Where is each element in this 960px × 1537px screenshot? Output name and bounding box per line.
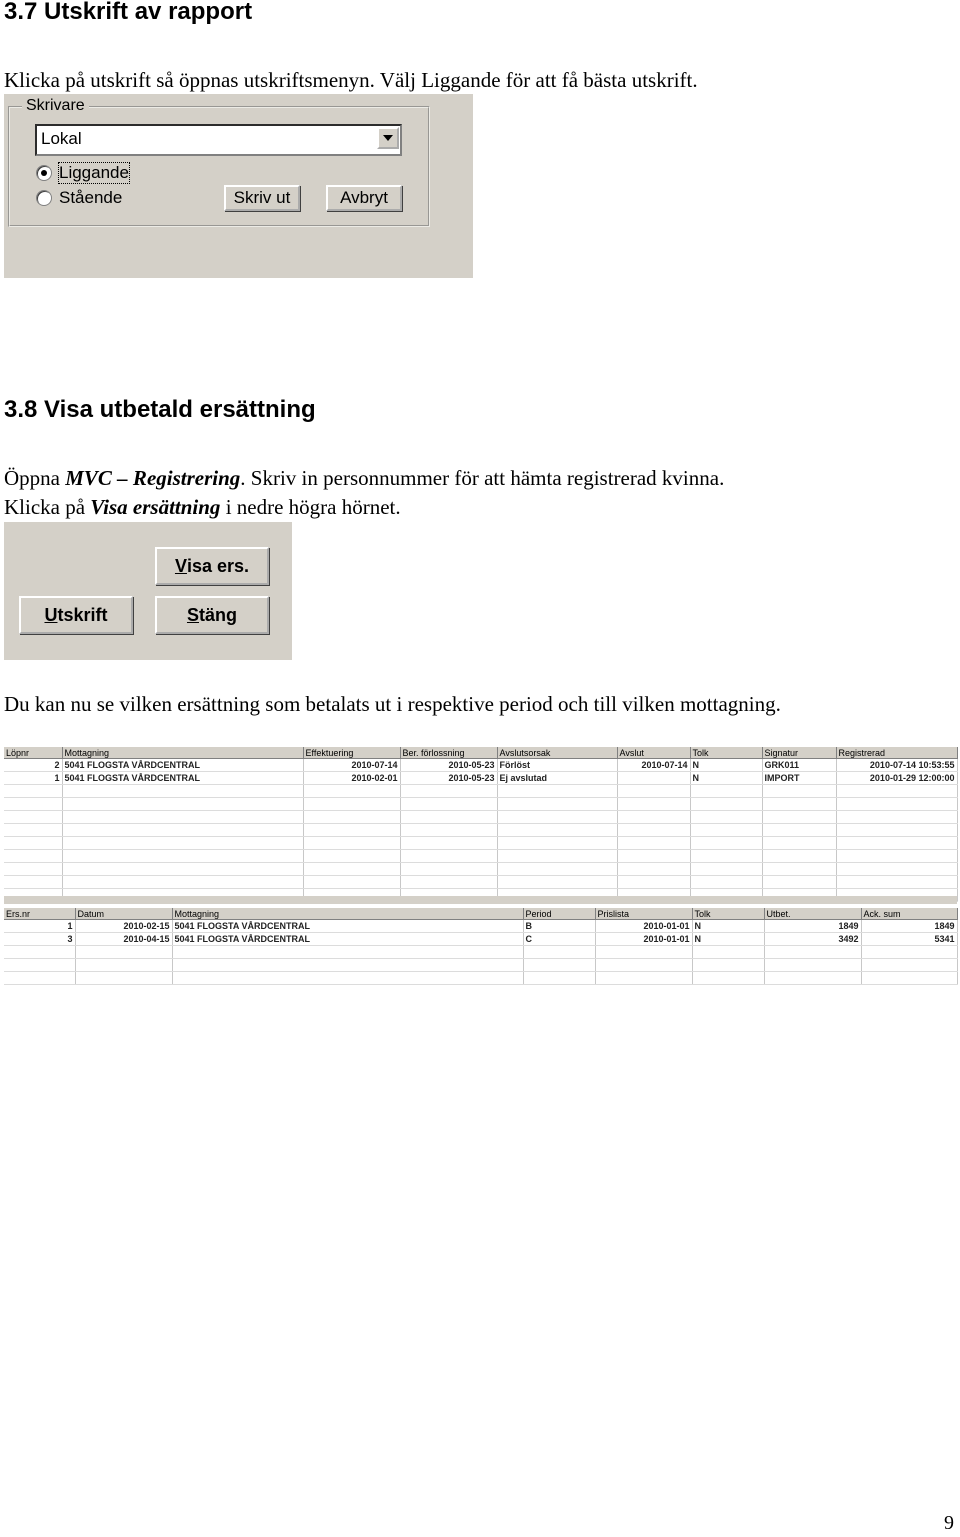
payment-table: [4, 908, 958, 985]
column-header[interactable]: Ers.nr: [4, 908, 75, 920]
empty-cell: [762, 850, 836, 863]
empty-cell: [303, 837, 400, 850]
empty-cell: [497, 850, 617, 863]
empty-cell: [4, 850, 62, 863]
page-number: 9: [944, 1512, 954, 1534]
empty-cell: [400, 824, 497, 837]
empty-cell: [62, 798, 303, 811]
column-header[interactable]: Effektuering: [303, 747, 400, 759]
empty-cell: [400, 785, 497, 798]
empty-cell: [172, 972, 523, 985]
radio-portrait[interactable]: [36, 188, 122, 208]
text: Klicka på: [4, 495, 91, 519]
empty-cell: [400, 811, 497, 824]
empty-cell: [62, 863, 303, 876]
label: täng: [199, 604, 237, 625]
table-row[interactable]: [4, 759, 957, 772]
column-header[interactable]: Utbet.: [764, 908, 861, 920]
empty-cell: [617, 798, 690, 811]
empty-cell: [762, 798, 836, 811]
column-header[interactable]: Avslutsorsak: [497, 747, 617, 759]
splitter[interactable]: [4, 896, 957, 904]
empty-cell: [690, 811, 762, 824]
column-header[interactable]: Ack. sum: [861, 908, 957, 920]
radio-selected-icon[interactable]: [36, 165, 52, 181]
table-cell: 2010-04-15: [75, 933, 172, 946]
empty-row: [4, 863, 957, 876]
empty-cell: [400, 798, 497, 811]
text: i nedre högra hörnet.: [220, 495, 401, 519]
chevron-down-icon[interactable]: [377, 127, 399, 149]
empty-row: [4, 876, 957, 889]
empty-cell: [523, 972, 595, 985]
empty-cell: [4, 798, 62, 811]
empty-cell: [836, 811, 957, 824]
mnemonic: S: [186, 604, 199, 625]
column-header[interactable]: Mottagning: [62, 747, 303, 759]
column-header[interactable]: Löpnr: [4, 747, 62, 759]
empty-cell: [303, 876, 400, 889]
registration-grid: [4, 747, 957, 902]
empty-cell: [690, 785, 762, 798]
table-row[interactable]: [4, 920, 957, 933]
empty-cell: [692, 946, 764, 959]
empty-cell: [400, 863, 497, 876]
table-cell: C: [523, 933, 595, 946]
close-button[interactable]: [155, 596, 269, 634]
empty-row: [4, 811, 957, 824]
empty-cell: [4, 946, 75, 959]
empty-cell: [62, 837, 303, 850]
empty-cell: [4, 959, 75, 972]
table-cell: 5041 FLOGSTA VÅRDCENTRAL: [172, 933, 523, 946]
empty-cell: [690, 824, 762, 837]
cancel-button[interactable]: Avbryt: [326, 185, 402, 211]
registration-table: [4, 747, 958, 902]
print-button[interactable]: Skriv ut: [224, 185, 300, 211]
payment-grid: [4, 908, 957, 985]
table-cell: 2010-01-29 12:00:00: [836, 772, 957, 785]
empty-cell: [617, 837, 690, 850]
empty-cell: [4, 863, 62, 876]
buttons-panel: [4, 522, 292, 660]
empty-cell: [75, 959, 172, 972]
empty-cell: [861, 959, 957, 972]
radio-landscape[interactable]: [36, 163, 129, 183]
column-header[interactable]: Registrerad: [836, 747, 957, 759]
empty-cell: [303, 824, 400, 837]
table-cell: 2: [4, 759, 62, 772]
empty-cell: [617, 811, 690, 824]
empty-cell: [762, 785, 836, 798]
printer-select[interactable]: [35, 124, 402, 156]
empty-cell: [690, 798, 762, 811]
instruction-line-2: [4, 493, 401, 522]
empty-cell: [4, 972, 75, 985]
empty-cell: [303, 811, 400, 824]
empty-cell: [595, 946, 692, 959]
empty-cell: [836, 824, 957, 837]
column-header[interactable]: Tolk: [690, 747, 762, 759]
show-compensation-button[interactable]: [155, 547, 269, 585]
menu-path: MVC – Registrering: [65, 466, 241, 490]
empty-cell: [690, 850, 762, 863]
empty-cell: [303, 798, 400, 811]
empty-cell: [62, 876, 303, 889]
empty-cell: [497, 785, 617, 798]
radio-landscape-label: Liggande: [59, 163, 129, 182]
empty-cell: [75, 946, 172, 959]
table-cell: [617, 772, 690, 785]
empty-cell: [861, 946, 957, 959]
column-header[interactable]: Mottagning: [172, 908, 523, 920]
table-cell: 5041 FLOGSTA VÅRDCENTRAL: [62, 772, 303, 785]
table-cell: N: [692, 933, 764, 946]
table-cell: Förlöst: [497, 759, 617, 772]
empty-cell: [62, 850, 303, 863]
text: Öppna: [4, 466, 66, 490]
empty-cell: [836, 798, 957, 811]
column-header[interactable]: Prislista: [595, 908, 692, 920]
empty-cell: [692, 972, 764, 985]
empty-cell: [303, 785, 400, 798]
table-cell: GRK011: [762, 759, 836, 772]
table-cell: 3: [4, 933, 75, 946]
empty-cell: [764, 972, 861, 985]
empty-cell: [523, 959, 595, 972]
table-cell: 2010-01-01: [595, 933, 692, 946]
column-header[interactable]: Period: [523, 908, 595, 920]
compensation-info-text: Du kan nu se vilken ersättning som betalats ut i respektive period och till vilken mottagning.: [4, 692, 781, 716]
table-cell: 1849: [861, 920, 957, 933]
table-row[interactable]: [4, 772, 957, 785]
empty-row: [4, 946, 957, 959]
table-cell: 1: [4, 920, 75, 933]
empty-row: [4, 959, 957, 972]
mnemonic: U: [44, 604, 58, 625]
empty-cell: [303, 850, 400, 863]
empty-cell: [762, 876, 836, 889]
empty-cell: [690, 863, 762, 876]
empty-cell: [836, 785, 957, 798]
empty-cell: [62, 785, 303, 798]
empty-cell: [172, 959, 523, 972]
text: . Skriv in personnummer för att hämta registrerad kvinna.: [240, 466, 725, 490]
empty-cell: [523, 946, 595, 959]
empty-cell: [836, 837, 957, 850]
empty-cell: [617, 785, 690, 798]
table-cell: 2010-07-14: [303, 759, 400, 772]
empty-cell: [617, 863, 690, 876]
empty-row: [4, 837, 957, 850]
empty-cell: [172, 946, 523, 959]
empty-cell: [762, 863, 836, 876]
empty-cell: [836, 876, 957, 889]
label: tskrift: [57, 604, 108, 625]
empty-row: [4, 824, 957, 837]
table-cell: 3492: [764, 933, 861, 946]
table-cell: 2010-05-23: [400, 772, 497, 785]
empty-cell: [617, 876, 690, 889]
label: isa ers.: [186, 555, 250, 576]
section-heading-paid-compensation: 3.8 Visa utbetald ersättning: [4, 396, 316, 423]
table-cell: 2010-02-01: [303, 772, 400, 785]
empty-cell: [617, 850, 690, 863]
empty-cell: [690, 837, 762, 850]
empty-cell: [617, 824, 690, 837]
table-cell: 1849: [764, 920, 861, 933]
printer-select-value: Lokal: [41, 129, 82, 148]
print-dialog: [4, 94, 473, 278]
empty-cell: [303, 863, 400, 876]
print-report-button[interactable]: [19, 596, 133, 634]
table-cell: N: [690, 759, 762, 772]
table-cell: 1: [4, 772, 62, 785]
instruction-line-1: [4, 464, 724, 493]
column-header[interactable]: Datum: [75, 908, 172, 920]
empty-cell: [692, 959, 764, 972]
empty-cell: [4, 785, 62, 798]
table-cell: B: [523, 920, 595, 933]
empty-cell: [762, 824, 836, 837]
empty-cell: [497, 863, 617, 876]
empty-cell: [4, 824, 62, 837]
table-cell: 5341: [861, 933, 957, 946]
empty-cell: [400, 837, 497, 850]
empty-cell: [497, 798, 617, 811]
column-header[interactable]: Signatur: [762, 747, 836, 759]
column-header[interactable]: Ber. förlossning: [400, 747, 497, 759]
empty-cell: [62, 824, 303, 837]
table-cell: 5041 FLOGSTA VÅRDCENTRAL: [172, 920, 523, 933]
empty-cell: [75, 972, 172, 985]
table-cell: N: [692, 920, 764, 933]
table-row[interactable]: [4, 933, 957, 946]
table-cell: 5041 FLOGSTA VÅRDCENTRAL: [62, 759, 303, 772]
empty-cell: [400, 876, 497, 889]
empty-row: [4, 850, 957, 863]
column-header[interactable]: Tolk: [692, 908, 764, 920]
empty-cell: [836, 863, 957, 876]
empty-cell: [497, 837, 617, 850]
empty-cell: [4, 876, 62, 889]
empty-cell: [762, 837, 836, 850]
empty-row: [4, 972, 957, 985]
printer-group-label: Skrivare: [22, 97, 89, 115]
print-instructions: Klicka på utskrift så öppnas utskriftsmenyn. Välj Liggande för att få bästa utskrift.: [4, 68, 698, 92]
mnemonic: V: [174, 555, 187, 576]
button-name: Visa ersättning: [90, 495, 221, 519]
table-cell: 2010-01-01: [595, 920, 692, 933]
table-cell: N: [690, 772, 762, 785]
table-cell: 2010-07-14 10:53:55: [836, 759, 957, 772]
printer-group: [8, 97, 430, 227]
radio-unselected-icon[interactable]: [36, 190, 52, 206]
table-header-row: [4, 908, 957, 920]
table-cell: IMPORT: [762, 772, 836, 785]
column-header[interactable]: Avslut: [617, 747, 690, 759]
empty-cell: [497, 811, 617, 824]
radio-portrait-label: Stående: [59, 188, 123, 207]
table-cell: 2010-07-14: [617, 759, 690, 772]
empty-row: [4, 785, 957, 798]
empty-cell: [4, 811, 62, 824]
empty-cell: [595, 972, 692, 985]
empty-cell: [400, 850, 497, 863]
empty-cell: [764, 946, 861, 959]
empty-cell: [62, 811, 303, 824]
empty-cell: [762, 811, 836, 824]
empty-cell: [861, 972, 957, 985]
empty-cell: [690, 876, 762, 889]
empty-cell: [497, 876, 617, 889]
empty-cell: [764, 959, 861, 972]
section-heading-print-report: 3.7 Utskrift av rapport: [4, 0, 253, 25]
empty-cell: [497, 824, 617, 837]
empty-row: [4, 798, 957, 811]
empty-cell: [4, 837, 62, 850]
table-header-row: [4, 747, 957, 759]
table-cell: 2010-02-15: [75, 920, 172, 933]
table-cell: 2010-05-23: [400, 759, 497, 772]
empty-cell: [595, 959, 692, 972]
table-cell: Ej avslutad: [497, 772, 617, 785]
empty-cell: [836, 850, 957, 863]
